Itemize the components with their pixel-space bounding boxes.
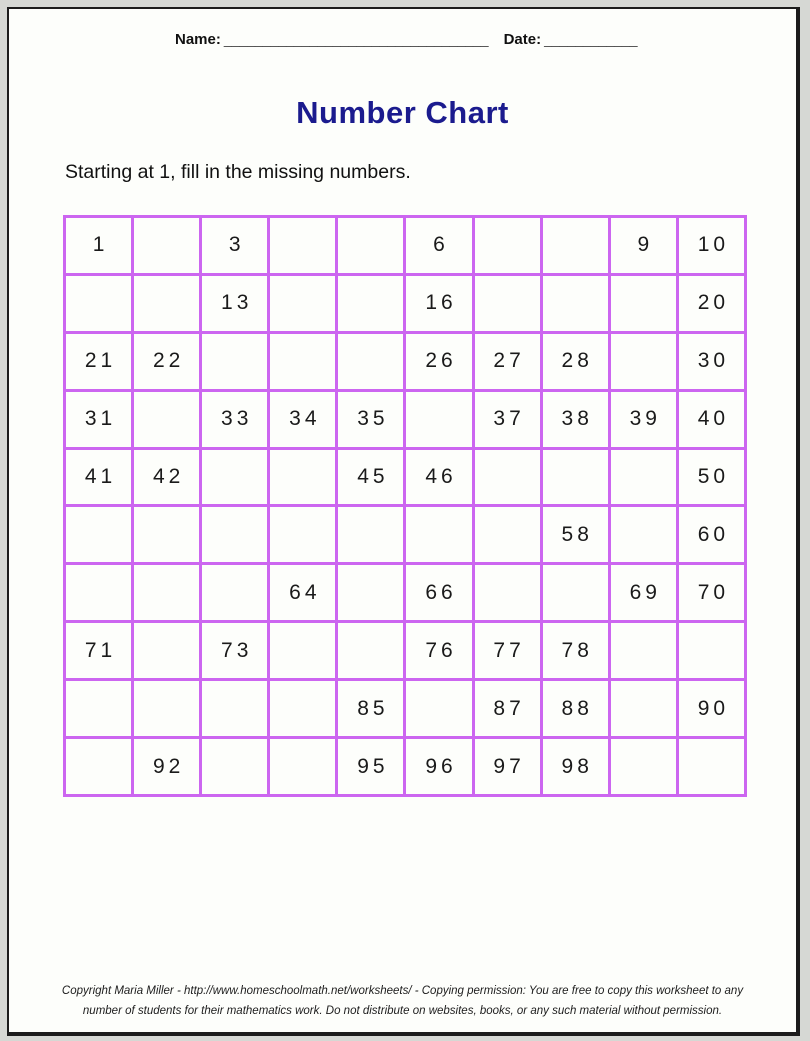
grid-cell-filled: 9 xyxy=(609,217,677,275)
name-date-row xyxy=(175,31,638,48)
grid-cell-empty xyxy=(133,680,201,738)
grid-cell-empty xyxy=(269,738,337,796)
grid-cell-filled: 50 xyxy=(677,448,745,506)
grid-cell-empty xyxy=(473,274,541,332)
grid-cell-filled: 39 xyxy=(609,390,677,448)
grid-row xyxy=(65,564,746,622)
page-title: Number Chart xyxy=(296,95,509,130)
grid-cell-empty xyxy=(201,680,269,738)
grid-cell-filled: 20 xyxy=(677,274,745,332)
grid-cell-filled: 31 xyxy=(65,390,133,448)
grid-cell-empty xyxy=(201,506,269,564)
grid-cell-empty xyxy=(201,332,269,390)
grid-cell-empty xyxy=(337,622,405,680)
grid-cell-filled: 70 xyxy=(677,564,745,622)
grid-row xyxy=(65,622,746,680)
grid-cell-empty xyxy=(405,680,473,738)
grid-cell-empty xyxy=(609,274,677,332)
grid-cell-filled: 40 xyxy=(677,390,745,448)
grid-cell-empty xyxy=(133,622,201,680)
grid-cell-filled: 92 xyxy=(133,738,201,796)
grid-row xyxy=(65,390,746,448)
grid-cell-filled: 21 xyxy=(65,332,133,390)
grid-cell-empty xyxy=(609,680,677,738)
grid-cell-empty xyxy=(269,680,337,738)
grid-row xyxy=(65,738,746,796)
date-label: Date: xyxy=(503,31,542,48)
grid-cell-filled: 41 xyxy=(65,448,133,506)
grid-row xyxy=(65,217,746,275)
instruction-text: Starting at 1, fill in the missing numbers. xyxy=(65,161,411,183)
grid-cell-filled: 27 xyxy=(473,332,541,390)
grid-cell-filled: 6 xyxy=(405,217,473,275)
grid-cell-empty xyxy=(133,564,201,622)
grid-cell-filled: 26 xyxy=(405,332,473,390)
grid-cell-empty xyxy=(269,217,337,275)
grid-cell-empty xyxy=(541,564,609,622)
grid-cell-filled: 98 xyxy=(541,738,609,796)
grid-cell-filled: 3 xyxy=(201,217,269,275)
grid-cell-filled: 77 xyxy=(473,622,541,680)
grid-cell-filled: 30 xyxy=(677,332,745,390)
grid-row xyxy=(65,506,746,564)
grid-cell-empty xyxy=(541,448,609,506)
grid-cell-empty xyxy=(609,622,677,680)
grid-cell-filled: 28 xyxy=(541,332,609,390)
grid-cell-empty xyxy=(269,622,337,680)
grid-cell-filled: 35 xyxy=(337,390,405,448)
grid-cell-filled: 46 xyxy=(405,448,473,506)
grid-cell-filled: 71 xyxy=(65,622,133,680)
grid-cell-filled: 13 xyxy=(201,274,269,332)
worksheet-page xyxy=(7,7,800,1036)
name-label: Name: xyxy=(175,31,221,48)
grid-cell-filled: 38 xyxy=(541,390,609,448)
grid-cell-empty xyxy=(677,738,745,796)
grid-cell-empty xyxy=(269,274,337,332)
grid-cell-empty xyxy=(201,738,269,796)
grid-cell-filled: 90 xyxy=(677,680,745,738)
grid-cell-filled: 88 xyxy=(541,680,609,738)
grid-cell-filled: 16 xyxy=(405,274,473,332)
grid-cell-filled: 66 xyxy=(405,564,473,622)
grid-cell-empty xyxy=(65,274,133,332)
grid-cell-empty xyxy=(65,564,133,622)
grid-cell-empty xyxy=(201,564,269,622)
grid-cell-filled: 42 xyxy=(133,448,201,506)
grid-cell-empty xyxy=(337,506,405,564)
grid-row xyxy=(65,680,746,738)
grid-cell-empty xyxy=(609,506,677,564)
grid-cell-filled: 78 xyxy=(541,622,609,680)
copyright-line-2: number of students for their mathematics work. Do not distribute on websites, books, or any such material without permission. xyxy=(82,1005,723,1017)
grid-cell-empty xyxy=(269,506,337,564)
grid-cell-filled: 34 xyxy=(269,390,337,448)
grid-cell-empty xyxy=(609,332,677,390)
grid-cell-empty xyxy=(473,217,541,275)
grid-row xyxy=(65,332,746,390)
grid-cell-empty xyxy=(337,332,405,390)
grid-cell-filled: 58 xyxy=(541,506,609,564)
grid-cell-empty xyxy=(405,506,473,564)
number-grid xyxy=(63,215,747,797)
grid-cell-empty xyxy=(65,738,133,796)
grid-cell-empty xyxy=(133,217,201,275)
grid-cell-filled: 73 xyxy=(201,622,269,680)
name-blank-line: __________________________________ xyxy=(223,31,489,47)
grid-cell-filled: 96 xyxy=(405,738,473,796)
number-grid-body xyxy=(65,217,746,796)
grid-cell-filled: 69 xyxy=(609,564,677,622)
grid-cell-filled: 45 xyxy=(337,448,405,506)
grid-cell-filled: 87 xyxy=(473,680,541,738)
grid-cell-empty xyxy=(405,390,473,448)
grid-cell-empty xyxy=(473,564,541,622)
grid-cell-filled: 60 xyxy=(677,506,745,564)
grid-cell-empty xyxy=(133,506,201,564)
grid-cell-filled: 85 xyxy=(337,680,405,738)
grid-row xyxy=(65,274,746,332)
grid-cell-empty xyxy=(473,448,541,506)
grid-cell-filled: 10 xyxy=(677,217,745,275)
grid-cell-filled: 95 xyxy=(337,738,405,796)
grid-cell-empty xyxy=(677,622,745,680)
grid-cell-filled: 64 xyxy=(269,564,337,622)
grid-cell-empty xyxy=(65,506,133,564)
grid-cell-empty xyxy=(541,217,609,275)
grid-cell-filled: 76 xyxy=(405,622,473,680)
date-blank-line: ____________ xyxy=(544,31,638,47)
grid-cell-empty xyxy=(337,564,405,622)
grid-cell-filled: 22 xyxy=(133,332,201,390)
grid-cell-filled: 97 xyxy=(473,738,541,796)
copyright-footer xyxy=(9,981,796,1021)
grid-cell-filled: 1 xyxy=(65,217,133,275)
grid-cell-empty xyxy=(201,448,269,506)
grid-cell-empty xyxy=(269,448,337,506)
grid-cell-empty xyxy=(337,217,405,275)
grid-cell-empty xyxy=(133,390,201,448)
grid-row xyxy=(65,448,746,506)
grid-cell-empty xyxy=(337,274,405,332)
grid-cell-empty xyxy=(269,332,337,390)
grid-cell-filled: 37 xyxy=(473,390,541,448)
copyright-line-1: Copyright Maria Miller - http://www.homeschoolmath.net/worksheets/ - Copying permission: You are free to copy this worksheet to any xyxy=(61,985,744,997)
grid-cell-empty xyxy=(133,274,201,332)
grid-cell-filled: 33 xyxy=(201,390,269,448)
grid-cell-empty xyxy=(609,448,677,506)
grid-cell-empty xyxy=(541,274,609,332)
grid-cell-empty xyxy=(473,506,541,564)
grid-cell-empty xyxy=(65,680,133,738)
grid-cell-empty xyxy=(609,738,677,796)
